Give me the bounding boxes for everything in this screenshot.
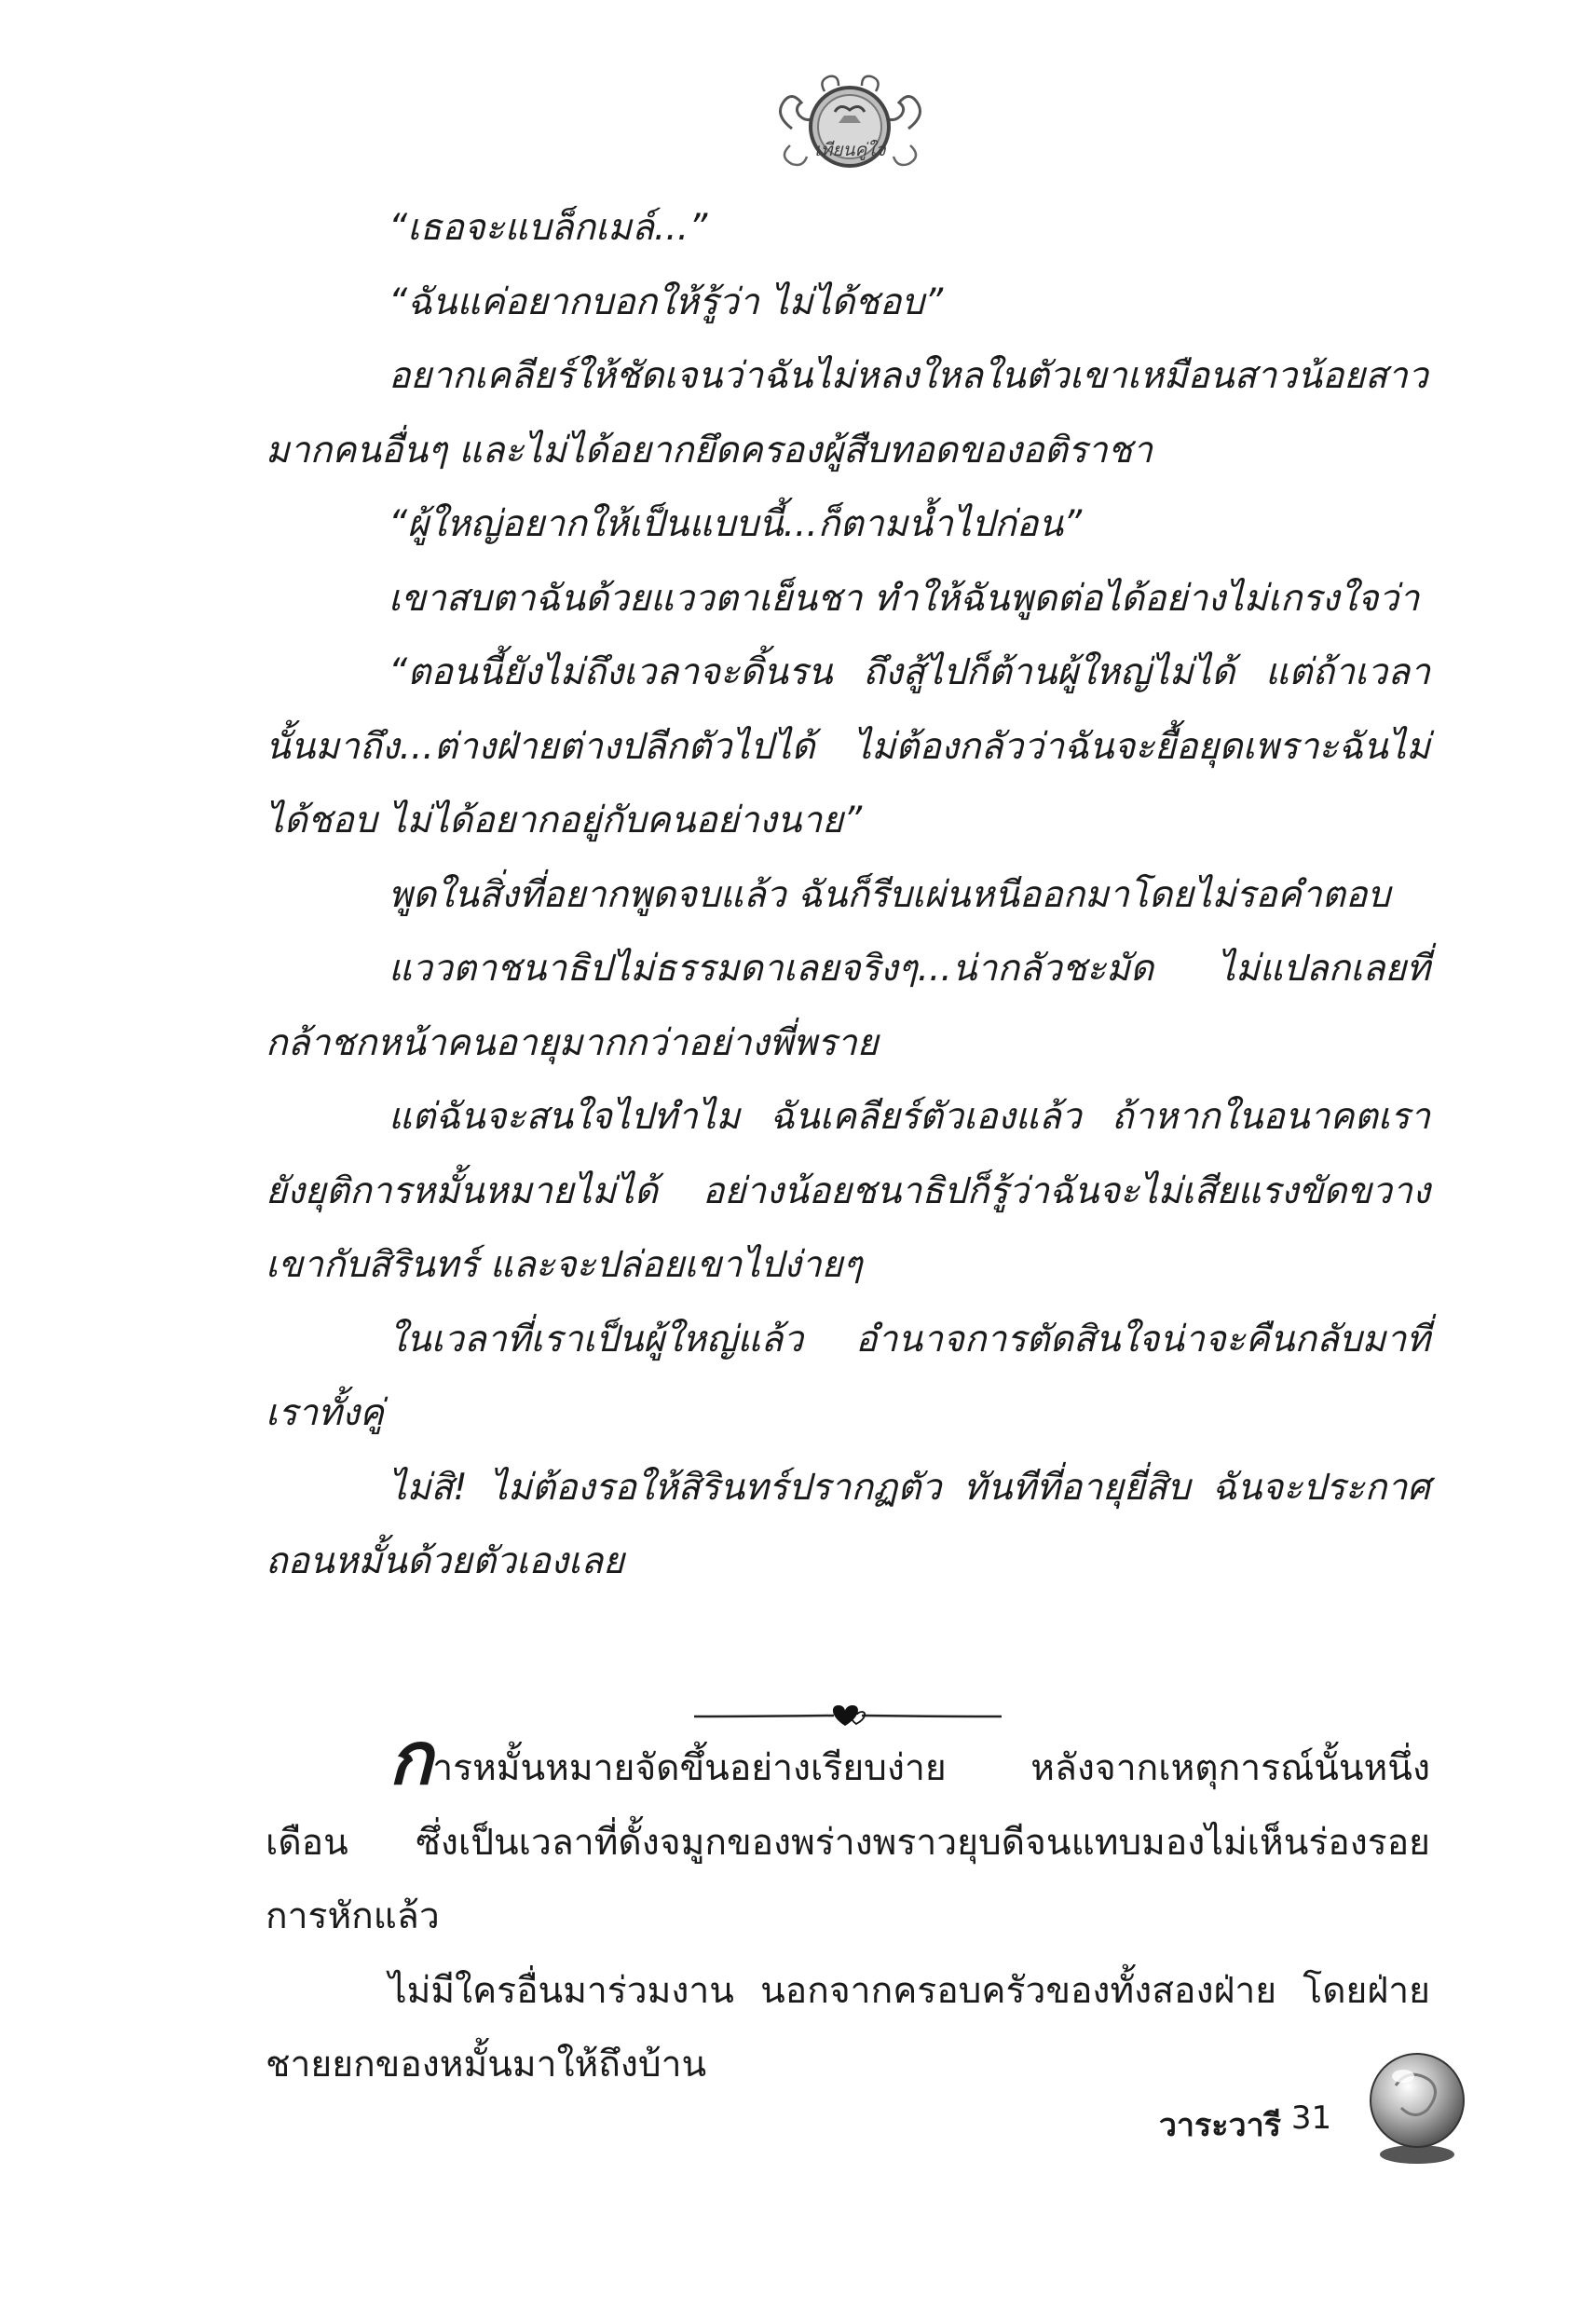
- heart-divider-icon: [685, 1698, 1011, 1735]
- paragraph: พูดในสิ่งที่อยากพูดจบแล้ว ฉันก็รีบเผ่นหนีออกมาโดยไม่รอคำตอบ: [389, 873, 1391, 916]
- footer-book-title: วาระวารี: [1158, 2107, 1281, 2144]
- body-section-2: [266, 1717, 1430, 2102]
- header-logo: [773, 63, 927, 180]
- drop-cap: ก: [389, 1717, 433, 1801]
- paragraph: ไม่มีใครอื่นมาร่วมงาน นอกจากครอบครัวของทั้งสองฝ่าย โดยฝ่ายชายยกของหมั้นมาให้ถึงบ้าน: [266, 1969, 1430, 2085]
- paragraph: ในเวลาที่เราเป็นผู้ใหญ่แล้ว อำนาจการตัดสินใจน่าจะคืนกลับมาที่เราทั้งคู่: [266, 1318, 1430, 1434]
- logo-text: เทียนคู่ใจ: [814, 140, 886, 160]
- paragraph: [266, 1717, 1430, 1954]
- paragraph: ไม่สิ! ไม่ต้องรอให้สิรินทร์ปรากฏตัว ทันทีที่อายุยี่สิบ ฉันจะประกาศถอนหมั้นด้วยตัวเองเลย: [266, 1466, 1430, 1582]
- paragraph: อยากเคลียร์ให้ชัดเจนว่าฉันไม่หลงใหลในตัวเขาเหมือนสาวน้อยสาวมากคนอื่นๆ และไม่ได้อยากยึดครองผู้สืบทอดของอติราชา: [266, 355, 1428, 472]
- paragraph: “ตอนนี้ยังไม่ถึงเวลาจะดิ้นรน ถึงสู้ไปก็ต้านผู้ใหญ่ไม่ได้ แต่ถ้าเวลานั้นมาถึง...ต่างฝ่ายต่างปลีกตัวไปได้ ไม่ต้องกลัวว่าฉันจะยื้อยุดเพราะฉันไม่ได้ชอบ ไม่ได้อยากอยู่กับคนอย่างนาย”: [266, 651, 1430, 841]
- paragraph: เขาสบตาฉันด้วยแววตาเย็นชา ทำให้ฉันพูดต่อได้อย่างไม่เกรงใจว่า: [389, 577, 1420, 620]
- section-divider: [685, 1698, 1011, 1735]
- paragraph: “ฉันแค่อยากบอกให้รู้ว่า ไม่ได้ชอบ”: [389, 280, 944, 323]
- paragraph: แต่ฉันจะสนใจไปทำไม ฉันเคลียร์ตัวเองแล้ว ถ้าหากในอนาคตเรายังยุติการหมั้นหมายไม่ได้ อย่างน้อยชนาธิปก็รู้ว่าฉันจะไม่เสียแรงขัดขวางเขากับสิรินทร์ และจะปล่อยเขาไปง่ายๆ: [266, 1096, 1430, 1286]
- paragraph: แววตาชนาธิปไม่ธรรมดาเลยจริงๆ...น่ากลัวชะมัด ไม่แปลกเลยที่กล้าชกหน้าคนอายุมากกว่าอย่างพี่พราย: [266, 948, 1430, 1064]
- body-section-1: [266, 191, 1430, 1599]
- page-number: 31: [1290, 2099, 1332, 2137]
- crystal-ball-icon: [1362, 2048, 1472, 2167]
- paragraph: “ผู้ใหญ่อยากให้เป็นแบบนี้...ก็ตามน้ำไปก่อน”: [389, 503, 1083, 545]
- paragraph: “เธอจะแบล็กเมล์...”: [389, 207, 708, 249]
- paragraph-text: ารหมั้นหมายจัดขึ้นอย่างเรียบง่าย หลังจากเหตุการณ์นั้นหนึ่งเดือน ซึ่งเป็นเวลาที่ดั้งจมูกของพร่างพราวยุบดีจนแทบมองไม่เห็นร่องรอยการหักแล้ว: [266, 1747, 1430, 1937]
